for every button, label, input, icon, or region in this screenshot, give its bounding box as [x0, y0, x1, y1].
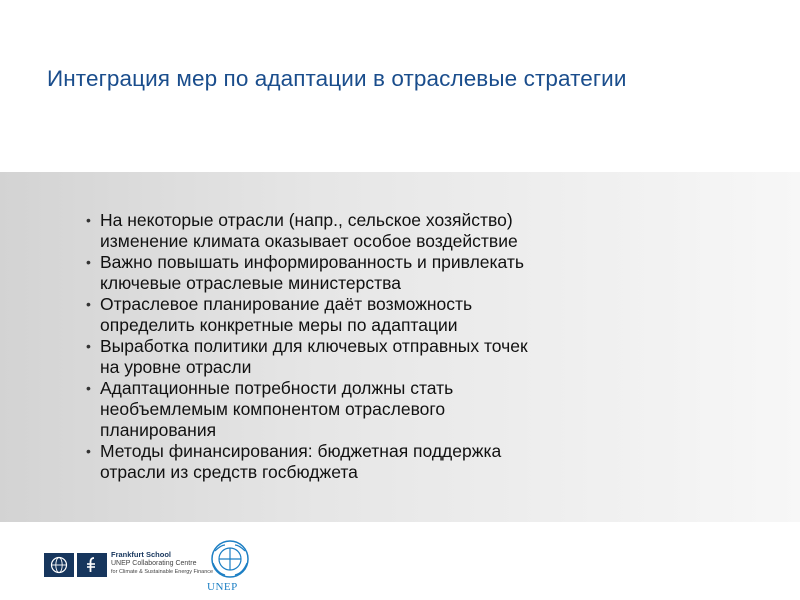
- bullet-item: [86, 210, 746, 252]
- bullet-line: необъемлемым компонентом отраслевого: [100, 399, 446, 419]
- globe-icon: [50, 556, 68, 574]
- bullet-item: [86, 378, 746, 441]
- bullet-line: Важно повышать информированность и привлекать: [100, 252, 525, 272]
- fs-name: Frankfurt School: [111, 550, 172, 559]
- bullet-line: на уровне отрасли: [100, 357, 252, 377]
- bullet-line: Методы финансирования: бюджетная поддержка: [100, 441, 502, 461]
- bullet-line: изменение климата оказывает особое воздействие: [100, 231, 518, 251]
- slide-title: Интеграция мер по адаптации в отраслевые стратегии: [47, 66, 627, 91]
- unep-emblem-icon: [207, 539, 253, 579]
- bullet-item: [86, 441, 746, 483]
- bullet-line: На некоторые отрасли (напр., сельское хозяйство): [100, 210, 513, 230]
- frankfurt-school-icon: [82, 555, 102, 575]
- bullet-line: определить конкретные меры по адаптации: [100, 315, 458, 335]
- unep-wordmark: UNEP: [207, 581, 238, 593]
- frankfurt-school-text: [111, 551, 213, 577]
- bullet-line: планирования: [100, 420, 217, 440]
- bullet-dot-icon: •: [86, 254, 91, 270]
- bullet-dot-icon: •: [86, 296, 91, 312]
- bullet-line: Адаптационные потребности должны стать: [100, 378, 454, 398]
- bullet-list: [86, 210, 746, 483]
- bullet-line: Отраслевое планирование даёт возможность: [100, 294, 473, 314]
- bullet-item: [86, 252, 746, 294]
- bullet-dot-icon: •: [86, 338, 91, 354]
- bullet-dot-icon: •: [86, 212, 91, 228]
- bullet-item: [86, 294, 746, 336]
- bullet-line: отрасли из средств госбюджета: [100, 462, 358, 482]
- fs-line3: for Climate & Sustainable Energy Finance: [111, 569, 214, 575]
- bullet-line: ключевые отраслевые министерства: [100, 273, 401, 293]
- bullet-dot-icon: •: [86, 443, 91, 459]
- fs-line2: UNEP Collaborating Centre: [111, 559, 197, 567]
- bullet-item: [86, 336, 746, 378]
- bullet-line: Выработка политики для ключевых отправных точек: [100, 336, 528, 356]
- frankfurt-school-logo: [77, 553, 107, 577]
- unep-small-logo: [44, 553, 74, 577]
- bullet-dot-icon: •: [86, 380, 91, 396]
